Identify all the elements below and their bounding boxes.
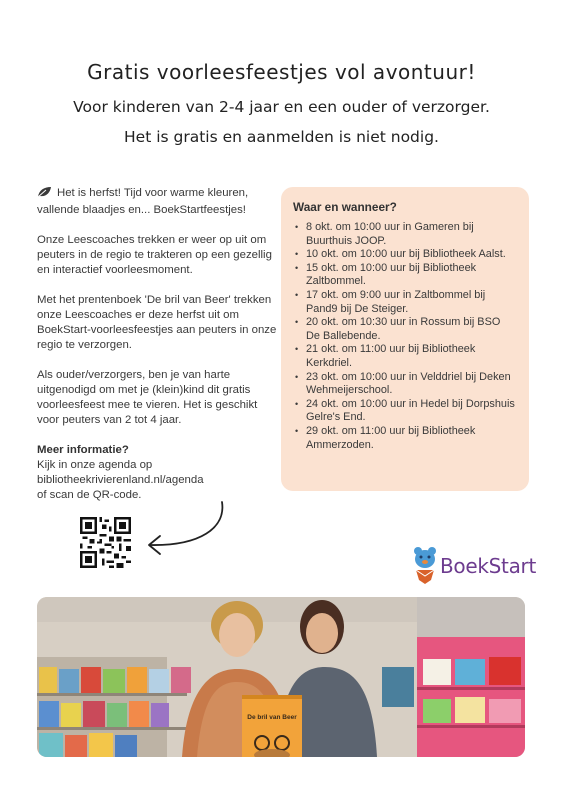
arrow-icon — [140, 498, 230, 568]
photo — [37, 597, 525, 757]
list-item: • 20 okt. om 10:30 uur in Rossum bij BSO De Ballebende. — [293, 316, 517, 343]
intro-paragraph-2: Onze Leescoaches trekken er weer op uit om peuters in de regio te trakteren op een gezellig en interactief voorleesmoment. — [37, 234, 272, 276]
intro-paragraph-3: Met het prentenboek 'De bril van Beer' trekken onze Leescoaches er deze herfst uit om BoekStart-voorleesfeestjes aan peuters in onze regio te verzorgen. — [37, 294, 277, 351]
list-item: • 24 okt. om 10:00 uur in Hedel bij Dorpshuis Gelre's End. — [293, 398, 517, 425]
intro-paragraph-4: Als ouder/verzorgers, ben je van harte uitgenodigd om met je (klein)kind dit gratis voorleesfeest mee te vieren. Het is geschikt voor peuters van 2 tot 4 jaar. — [37, 369, 258, 426]
schedule-heading: Waar en wanneer? — [293, 200, 397, 214]
logo-text: BoekStart — [440, 554, 537, 578]
boekstart-logo — [412, 546, 537, 586]
schedule-panel — [281, 187, 529, 491]
page-subtitle-1: Voor kinderen van 2-4 jaar en een ouder of verzorger. — [73, 98, 490, 116]
list-item: • 17 okt. om 9:00 uur in Zaltbommel bij Pand9 bij De Steiger. — [293, 289, 517, 316]
list-item: • 29 okt. om 11:00 uur bij Bibliotheek Ammerzoden. — [293, 425, 517, 452]
agenda-link[interactable]: bibliotheekrivierenland.nl/agenda — [37, 474, 204, 486]
list-item: • 8 okt. om 10:00 uur in Gameren bij Buurthuis JOOP. — [293, 221, 517, 248]
more-info-line-3: of scan de QR-code. — [37, 489, 142, 501]
more-info-heading: Meer informatie? — [37, 444, 129, 456]
schedule-list — [293, 221, 517, 452]
qr-code[interactable] — [80, 517, 131, 568]
intro-paragraph-1 — [37, 186, 277, 218]
list-item: • 10 okt. om 10:00 uur bij Bibliotheek Aalst. — [293, 248, 517, 262]
page-subtitle-2: Het is gratis en aanmelden is niet nodig. — [124, 128, 439, 146]
more-info — [37, 443, 277, 503]
more-info-line-1: Kijk in onze agenda op — [37, 459, 153, 471]
list-item: • 21 okt. om 11:00 uur bij Bibliotheek Kerkdriel. — [293, 343, 517, 370]
leaf-icon — [37, 186, 53, 203]
page-title: Gratis voorleesfeestjes vol avontuur! — [87, 60, 476, 84]
list-item: • 23 okt. om 10:00 uur in Velddriel bij Deken Wehmeijerschool. — [293, 371, 517, 398]
intro-text-1: Het is herfst! Tijd voor warme kleuren, vallende blaadjes en... BoekStartfeestjes! — [37, 187, 249, 216]
bear-icon — [412, 546, 438, 586]
book-title: De bril van Beer — [247, 714, 297, 721]
list-item: • 15 okt. om 10:00 uur bij Bibliotheek Zaltbommel. — [293, 262, 517, 289]
intro-column — [37, 186, 277, 503]
